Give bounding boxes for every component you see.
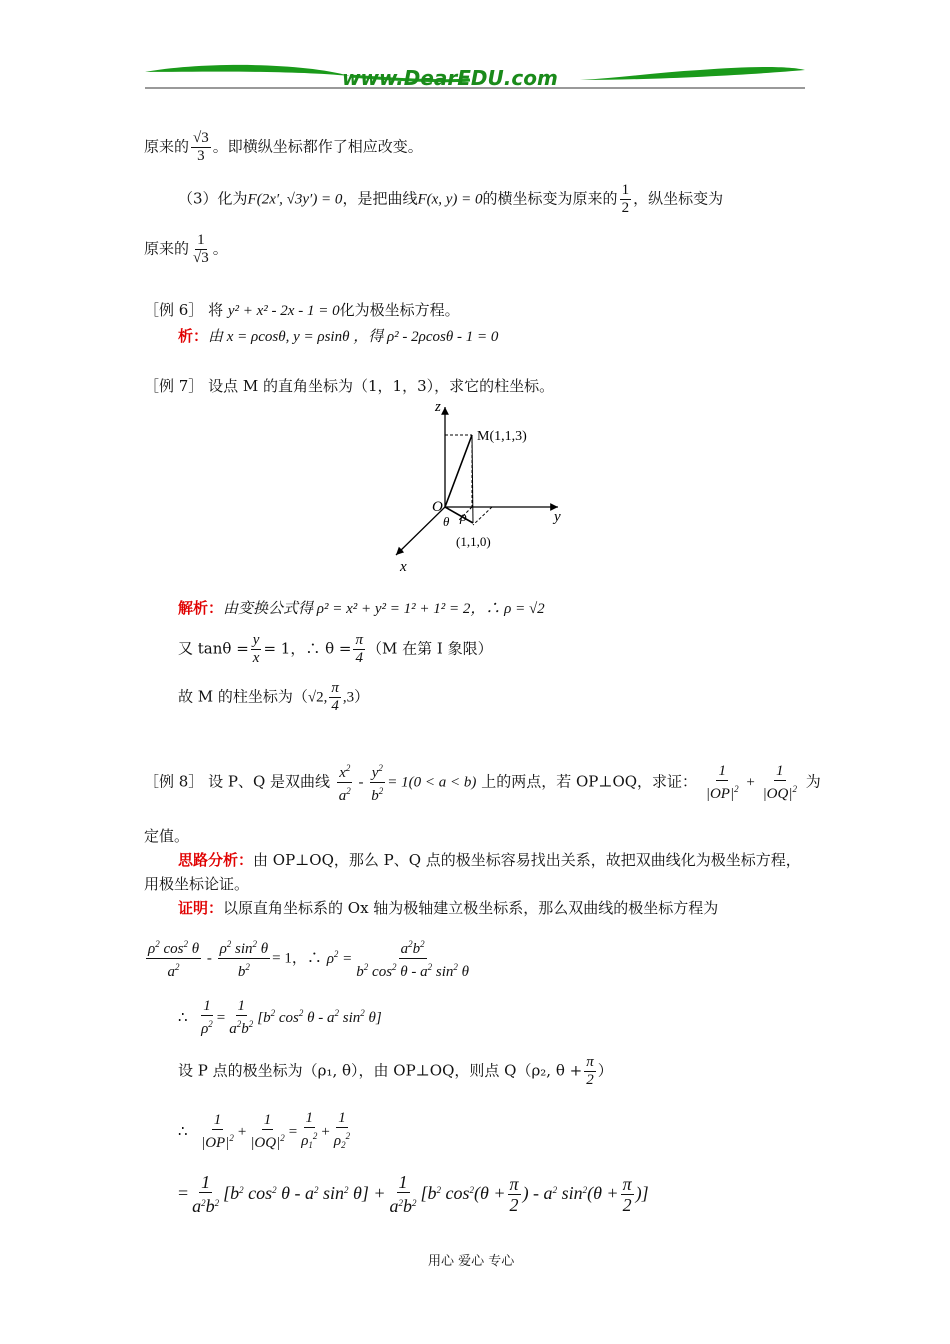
label-theta: θ — [443, 514, 450, 529]
right-swoosh — [580, 67, 805, 80]
left-swoosh — [145, 65, 350, 76]
example-6: ［例 6］ 将 y² + x² - 2x - 1 = 0化为极坐标方程。 — [144, 301, 460, 319]
line-3: 原来的 $\frac{1}{√3}$ 。 — [144, 232, 228, 266]
site-title: www.DearEDU.com — [342, 66, 558, 90]
label-x: x — [400, 559, 407, 575]
proof-equation-2: ∴ $\frac{1}{\rho^2}$ = $\frac{1}{a^2b^2}$ [$b^2$ $\cos^2 \theta - a^2$ $\sin^2 \theta$] — [178, 998, 382, 1037]
base-edge-2 — [473, 507, 492, 525]
example-7-line-3: 故 M 的柱坐标为（√2, $\frac{\pi}{4}$ ,3） — [178, 680, 370, 714]
proof-equation-4: ∴ $\frac{1}{|OP|^2}$ + $\frac{1}{|OQ|^2}$ = $\frac{1}{\rho_1^2}$ + $\frac{1}{\rho_2^2}$ — [178, 1110, 351, 1151]
example-8-idea: 思路分析：由 OP⊥OQ，那么 P、Q 点的极坐标容易找出关系，故把双曲线化为极坐标方程， — [178, 851, 801, 869]
proof-equation-5: = $\frac{1}{a^2b^2}$ [$b^2$ $\cos^2 \theta - a^2$ $\sin^2 \theta$] + $\frac{1}{a^2b^2}$ [$b^2$ $\cos^2(\theta$ + $\frac{\pi}{2}$ ) - $a^2$ $\sin^2(\theta$ + $\frac{\pi}{2}$ )] — [178, 1172, 649, 1216]
segment-mp — [472, 435, 473, 523]
example-7: ［例 7］ 设点 M 的直角坐标为（1，1，3），求它的柱坐标。 — [144, 377, 555, 395]
label-y: y — [554, 509, 561, 525]
line-1: 原来的 $\frac{√3}{3}$ 。即横纵坐标都作了相应改变。 — [144, 130, 423, 164]
example-7-solution: 解析：由变换公式得 ρ² = x² + y² = 1² + 1² = 2，∴ ρ = √2 — [178, 599, 545, 617]
example-8: ［例 8］ 设 P、Q 是双曲线 $\frac{x^2}{a^2}$ - $\frac{y^2}{b^2}$ = 1(0 < a < b) 上的两点，若 OP⊥OQ，求证： $\frac{1}{|OP|^2}$ + $\frac{1}{|OQ|^2}$ 为 — [144, 760, 821, 805]
page-footer: 用心 爱心 专心 — [428, 1254, 515, 1269]
example-6-solution: 析：由 x = ρcosθ, y = ρsinθ ，得 ρ² - 2ρcosθ - 1 = 0 — [178, 327, 499, 345]
example-8-idea-2: 用极坐标论证。 — [144, 875, 250, 893]
cylindrical-coordinate-figure — [380, 395, 590, 575]
label-o: O — [432, 499, 443, 515]
example-8-line-2: 定值。 — [144, 827, 190, 845]
proof-line-3: 设 P 点的极坐标为（ρ₁, θ），由 OP⊥OQ，则点 Q（ρ₂, θ + $\frac{\pi}{2}$ ） — [178, 1054, 613, 1088]
label-m: M(1,1,3) — [477, 429, 527, 444]
line-2: （3）化为F(2x′, √3y′) = 0，是把曲线F(x, y) = 0的横坐标变为原来的 $\frac{1}{2}$ ，纵坐标变为 — [178, 182, 724, 216]
segment-om — [445, 435, 472, 507]
label-p: (1,1,0) — [456, 534, 491, 549]
example-7-line-2: 又 tanθ = $\frac{y}{x}$ = 1，∴ θ = $\frac{\pi}{4}$ （M 在第 I 象限） — [178, 632, 493, 666]
proof-equation-1: $\frac{\rho^2 \cos^2 \theta}{a^2}$ - $\frac{\rho^2 \sin^2 \theta}{b^2}$ = 1，∴ $\rho^2$ = $\frac{a^2b^2}{b^2 \cos^2 \theta - a^2 \sin^2 \theta}$ — [144, 936, 473, 981]
example-8-proof: 证明：以原直角坐标系的 Ox 轴为极轴建立极坐标系，那么双曲线的极坐标方程为 — [178, 899, 719, 917]
label-rho: ρ — [460, 510, 467, 525]
label-z: z — [435, 399, 441, 415]
